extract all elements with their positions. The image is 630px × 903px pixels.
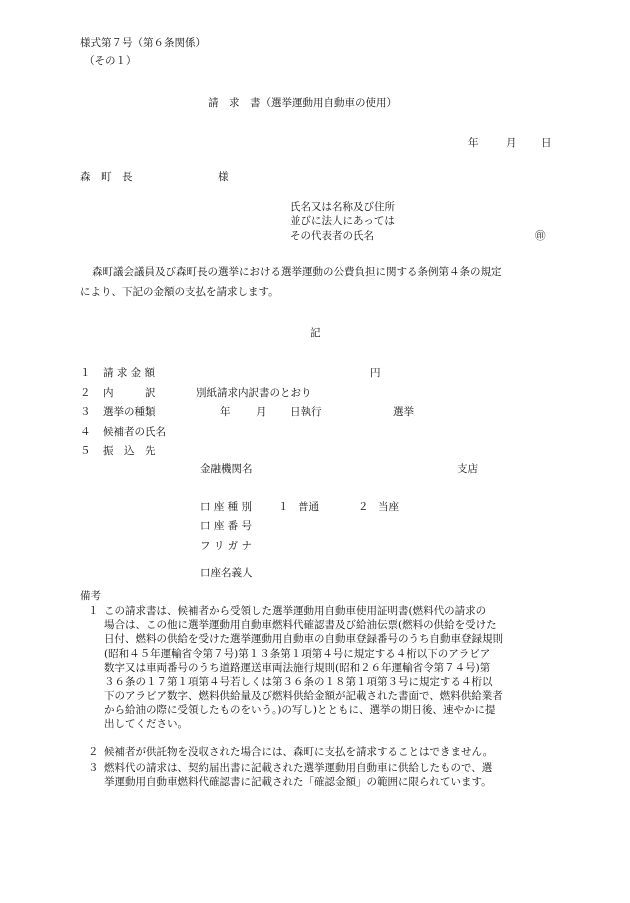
item-4-label: 候補者の氏名 [103, 426, 166, 438]
note-3-line: 挙運動用自動車燃料代確認書に記載された「確認金額」の範囲に限られています。 [104, 776, 492, 789]
account-type-option-1-number: １ [278, 501, 289, 513]
page-title: 請 求 書（選挙運動用自動車の使用） [208, 97, 397, 109]
item-4-number: ４ [80, 426, 91, 438]
note-1-line: 出してください。 [104, 718, 188, 731]
note-2-body [104, 745, 558, 759]
account-holder-label: 口座名義人 [200, 567, 253, 579]
note-1 [88, 604, 558, 732]
applicant-line-3: その代表者の氏名 [290, 230, 374, 242]
account-type-option-2: 当座 [378, 501, 399, 513]
date-day: 日 [541, 137, 552, 149]
form-sub-number: （その１） [84, 55, 137, 67]
item-3-day-exec: 日執行 [290, 406, 322, 418]
item-2-label: 内 訳 [103, 387, 156, 399]
account-type-option-1: 普通 [298, 501, 319, 513]
note-1-line: 下のアラビア数字、燃料供給量及び燃料供給金額が記載された書面で、燃料供給業者 [104, 690, 503, 703]
note-1-body [104, 604, 558, 732]
note-1-line: ３６条の１７第１項第４号若しくは第３６条の１８第１項第３号に規定する４桁以 [104, 675, 493, 688]
account-number-label: 口 座 番 号 [200, 520, 253, 532]
note-1-line: (昭和４５年運輸省令第７号)第１３条第１項第４号に規定する４桁以下のアラビア [104, 647, 491, 660]
item-3-month: 月 [256, 406, 267, 418]
item-5-number: ５ [80, 445, 91, 457]
account-type-option-2-number: ２ [358, 501, 369, 513]
note-3-line: 燃料代の請求は、契約届出書に記載された選挙運動用自動車に供給したもので、選 [104, 762, 493, 774]
bank-branch-label: 支店 [457, 463, 478, 475]
date-month: 月 [506, 137, 517, 149]
item-1-yen: 円 [370, 367, 381, 379]
date-year: 年 [468, 137, 479, 149]
note-2 [88, 745, 558, 759]
item-1-number: １ [80, 367, 91, 379]
note-1-line: この請求書は、候補者から受領した選挙運動用自動車使用証明書(燃料代の請求の [104, 605, 487, 617]
form-number: 様式第７号（第６条関係） [80, 37, 206, 49]
note-1-number: １ [88, 605, 99, 617]
item-1-label: 請 求 金 額 [103, 367, 156, 379]
note-1-line: 場合は、この他に選挙運動用自動車燃料代確認書及び給油伝票(燃料の供給を受けた [104, 619, 497, 632]
applicant-line-1: 氏名又は名称及び住所 [290, 201, 395, 213]
furigana-label: フ リ ガ ナ [200, 540, 253, 552]
addressee-name: 森 町 長 [80, 171, 133, 183]
item-3-year: 年 [220, 406, 231, 418]
note-3-number: ３ [88, 762, 99, 774]
item-5-label: 振 込 先 [103, 445, 156, 457]
note-1-line: 日付、燃料の供給を受けた選挙運動用自動車の自動車登録番号のうち自動車登録規則 [104, 633, 503, 646]
bank-institution-label: 金融機関名 [200, 463, 253, 475]
note-2-line: 候補者が供託物を没収された場合には、森町に支払を請求することはできません。 [104, 746, 494, 758]
item-3-label: 選挙の種類 [103, 406, 156, 418]
account-type-label: 口 座 種 別 [200, 501, 253, 513]
applicant-line-2: 並びに法人にあっては [290, 215, 395, 227]
item-3-number: ３ [80, 406, 91, 418]
addressee-honorific: 様 [218, 171, 229, 183]
body-line-2: により、下記の金額の支払を請求します。 [80, 286, 279, 298]
note-3 [88, 761, 558, 789]
ki-mark: 記 [310, 327, 321, 339]
note-1-line: 数字又は車両番号のうち道路運送車両法施行規則(昭和２６年運輸省令第７４号)第 [104, 661, 491, 674]
item-2-value: 別紙請求内訳書のとおり [196, 387, 312, 399]
note-3-body [104, 761, 558, 789]
item-3-election: 選挙 [393, 406, 414, 418]
note-2-number: ２ [88, 746, 99, 758]
body-line-1: 森町議会議員及び森町長の選挙における選挙運動の公費負担に関する条例第４条の規定 [92, 266, 502, 278]
item-2-number: ２ [80, 387, 91, 399]
notes-heading: 備考 [80, 590, 101, 602]
note-1-line: から給油の際に受領したものをいう。)の写し)とともに、選挙の期日後、速やかに提 [104, 704, 496, 717]
seal-mark: ㊞ [535, 230, 546, 242]
